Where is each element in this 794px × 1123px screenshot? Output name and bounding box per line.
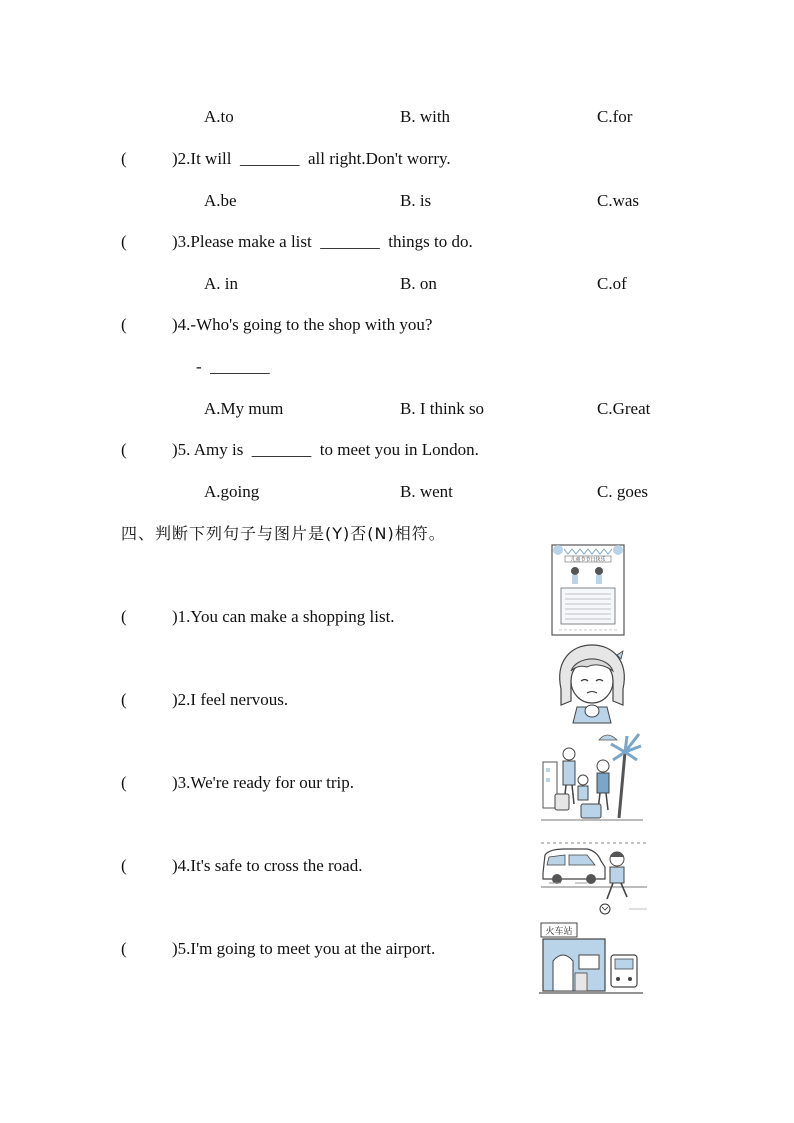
q3-option-c: C.of xyxy=(597,274,627,293)
nervous-girl-icon xyxy=(551,641,633,727)
q4-answer-line: - _______ xyxy=(196,357,270,376)
q1-option-a: A.to xyxy=(204,107,234,126)
q1-option-c: C.for xyxy=(597,107,633,126)
boy-road-icon xyxy=(541,837,647,917)
q3-option-a: A. in xyxy=(204,274,238,293)
q4-option-a: A.My mum xyxy=(204,399,284,418)
q1-option-b: B. with xyxy=(400,107,451,126)
q2-answer-paren: ( xyxy=(121,149,127,168)
s4-q2-paren: ( xyxy=(121,690,127,709)
s4-q3-paren: ( xyxy=(121,773,127,792)
q2-option-a: A.be xyxy=(204,191,237,210)
s4-q2-sentence: )2.I feel nervous. xyxy=(172,690,289,709)
poster-title-text: 儿童节节日快乐 xyxy=(570,557,606,563)
family-trip-icon xyxy=(541,726,643,824)
q3-question: )3.Please make a list _______ things to do. xyxy=(172,232,473,251)
q2-question: )2.It will _______ all right.Don't worry. xyxy=(172,149,451,168)
q5-option-a: A.going xyxy=(204,482,260,501)
q5-option-b: B. went xyxy=(400,482,453,501)
train-station-icon xyxy=(539,921,643,997)
s4-q4-paren: ( xyxy=(121,856,127,875)
q5-question: )5. Amy is _______ to meet you in London. xyxy=(172,440,479,459)
q4-answer-paren: ( xyxy=(121,315,127,334)
q2-option-c: C.was xyxy=(597,191,640,210)
q3-option-b: B. on xyxy=(400,274,437,293)
s4-q3-sentence: )3.We're ready for our trip. xyxy=(172,773,355,792)
q3-answer-paren: ( xyxy=(121,232,127,251)
s4-q5-sentence: )5.I'm going to meet you at the airport. xyxy=(172,939,436,958)
q5-answer-paren: ( xyxy=(121,440,127,459)
q4-option-b: B. I think so xyxy=(400,399,485,418)
s4-q5-paren: ( xyxy=(121,939,127,958)
section-4-heading: 四、判断下列句子与图片是(Y)否(N)相符。 xyxy=(121,524,446,543)
q4-question: )4.-Who's going to the shop with you? xyxy=(172,315,433,334)
q4-option-c: C.Great xyxy=(597,399,651,418)
station-sign-text: 火车站 xyxy=(545,927,573,937)
s4-q4-sentence: )4.It's safe to cross the road. xyxy=(172,856,363,875)
poster-icon xyxy=(549,543,627,637)
s4-q1-paren: ( xyxy=(121,607,127,626)
q2-option-b: B. is xyxy=(400,191,432,210)
q5-option-c: C. goes xyxy=(597,482,648,501)
s4-q1-sentence: )1.You can make a shopping list. xyxy=(172,607,395,626)
